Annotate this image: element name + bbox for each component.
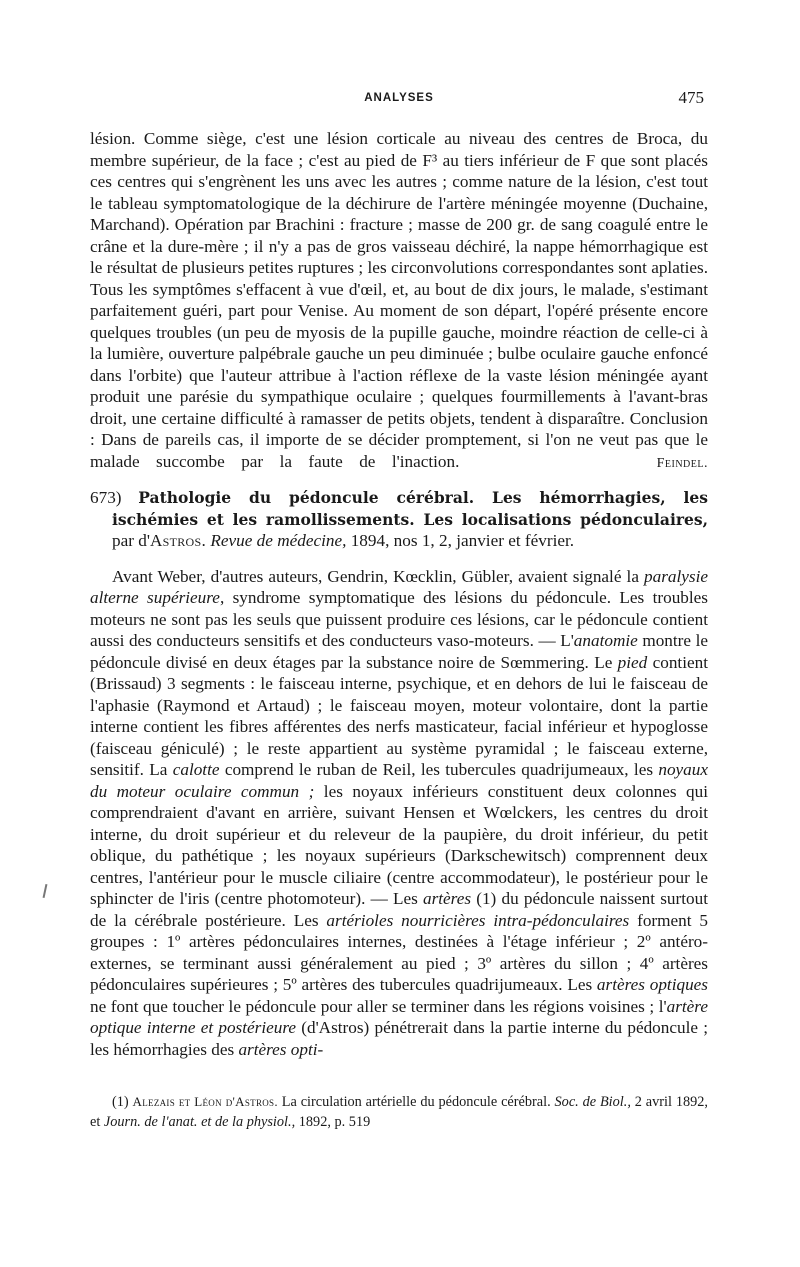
page <box>90 86 708 1132</box>
footnote-journal-2: Journ. de l'anat. et de la physiol., <box>103 1114 296 1130</box>
footnote-marker: (1) <box>112 1094 129 1110</box>
footnote-journal-1: Soc. de Biol., <box>554 1094 631 1110</box>
article-body-run: forment 5 groupes : 1º artères pédonculaires internes, destinées à l'étage inférieur ; 2º antéro-externes, se terminant aussi généralement au pied ; 3º artères du sillon ; 4º artères pédonculaires supérieures ; 5º artères des tubercules quadrijumeaux. Les <box>90 910 708 994</box>
previous-article-text <box>90 128 708 474</box>
article-body-italic-run: anatomie <box>573 631 638 650</box>
article-body-italic-run: paralysie alterne supérieure <box>90 566 708 607</box>
article-body-italic-run: pied <box>617 652 648 672</box>
page-number: 475 <box>678 88 704 107</box>
footnote-date-2: 1892, p. 519 <box>295 1114 371 1130</box>
article-body-run: Avant Weber, d'autres auteurs, Gendrin, Kœcklin, Gübler, avaient signalé la <box>112 566 645 586</box>
footnote-date-1: 2 avril 1892, et <box>90 1094 708 1130</box>
article-body-run: (1) du pédoncule naissent surtout de la cérébrale postérieure. Les <box>90 889 708 930</box>
reviewer-signature: Feindel. <box>656 455 708 471</box>
article-body-italic-run: calotte <box>172 760 220 779</box>
article-body-run: montre le pédoncule divisé en deux étages par la substance noire de Sœmmering. Le <box>90 631 708 672</box>
footnote-authors: Alezais et Léon d'Astros. <box>132 1094 278 1109</box>
article-body-run: contient (Brissaud) 3 segments : le faisceau interne, psychique, et en dehors de lui le faisceau de l'aphasie (Raymond et Artaud) ; le faisceau moyen, moteur volontaire, dont la partie interne contient les fibres afférentes des nerfs masticateur, facial inférieur et hypoglosse (faisceau géniculé) ; le reste appartient au système pyramidal ; le faisceau externe, sensitif. La <box>90 652 708 779</box>
article-title: Pathologie du pédoncule cérébral. Les hémorrhagies, les ischémies et les ramollissements. Les localisations pédonculaires, <box>112 488 708 529</box>
running-title: ANALYSES <box>364 92 434 104</box>
previous-article-body: lésion. Comme siège, c'est une lésion corticale au niveau des centres de Broca, du membre supérieur, de la face ; c'est au pied de F³ au tiers inférieur de F que sont placés ces centres qui s'engrènent les uns avec les autres ; comme nature de la lésion, c'est tout le tableau symptomatologique de la déchirure de l'artère méningée moyenne (Duchaine, Marchand). Opération par Brachini : fracture ; masse de 200 gr. de sang coagulé entre le crâne et la dure-mère ; il n'y a pas de gros vaisseau déchiré, la nappe hémorrhagique est le résultat de plusieurs petites ruptures ; les circonvolutions correspondantes sont aplaties. Tous les symptômes s'effacent à vue d'œil, et, au bout de dix jours, le malade, s'estimant parfaitement guéri, part pour Venise. Au moment de son départ, l'opéré présente encore quelques troubles (un peu de myosis de la pupille gauche, moindre réaction de celle-ci à la lumière, ouverture palpébrale gauche un peu diminuée ; bulbe oculaire gauche enfoncé dans l'orbite) que l'auteur attribue à l'action réflexe de la vaste lésion méningée ayant produit une parésie du sympathique oculaire ; quelques fourmillements à l'avant-bras droit, une certaine difficulté à ramasser de petits objets, tendent à disparaître. Conclusion : Dans de pareils cas, il importe de se décider promptement, si l'on ne veut pas que le malade succombe par la faute de l'inaction. <box>90 129 708 471</box>
article-body-italic-run: artères opti- <box>238 1039 324 1059</box>
article-body-run: (d'Astros) pénétrerait dans la partie interne du pédoncule ; les hémorrhagies des <box>90 1018 709 1059</box>
article-body-italic-run: artères optiques <box>596 975 708 994</box>
article-body-italic-run: artérioles nourricières intra-pédonculaires <box>326 910 630 930</box>
article-body-italic-run: artère optique interne et postérieure <box>90 996 708 1037</box>
article-number: 673) <box>90 488 122 507</box>
article-673 <box>90 487 708 1060</box>
article-body-run: les noyaux inférieurs constituent deux colonnes qui comprendraient d'avant en arrière, suivant Hensen et Wœlckers, les centres du droit interne, du droit supérieur et du releveur de la paupière, du droit inférieur, du petit oblique, du pathétique ; les noyaux supérieurs (Darkschewitsch) comprennent deux centres, l'antérieur pour le muscle ciliaire (centre accommodateur), le postérieur pour le sphincter de l'iris (centre photomoteur). — Les <box>90 781 708 908</box>
article-details: 1894, nos 1, 2, janvier et février. <box>350 531 575 550</box>
article-body-run: comprend le ruban de Reil, les tubercules quadrijumeaux, les <box>219 760 659 779</box>
article-by: par d' <box>112 531 150 550</box>
article-author: Astros. <box>149 531 207 550</box>
article-heading <box>90 487 708 552</box>
footnote <box>90 1092 708 1132</box>
footnote-text: La circulation artérielle du pédoncule cérébral. <box>277 1094 555 1110</box>
margin-pencil-mark <box>43 884 48 898</box>
article-journal: Revue de médecine, <box>210 531 347 550</box>
article-body <box>90 566 708 1061</box>
article-body-italic-run: artères <box>422 889 472 908</box>
article-body-italic-run: noyaux du moteur oculaire commun ; <box>90 760 708 801</box>
article-body-run: ne font que toucher le pédoncule pour aller se terminer dans les régions voisines ; l' <box>90 996 667 1016</box>
article-body-run: , syndrome symptomatique des lésions du pédoncule. Les troubles moteurs ne sont pas les seuls que puissent produire ces lésions, car le pédoncule contient aussi des conducteurs sensitifs et des conducteurs vaso-moteurs. — L' <box>90 588 708 650</box>
running-head <box>90 86 708 110</box>
